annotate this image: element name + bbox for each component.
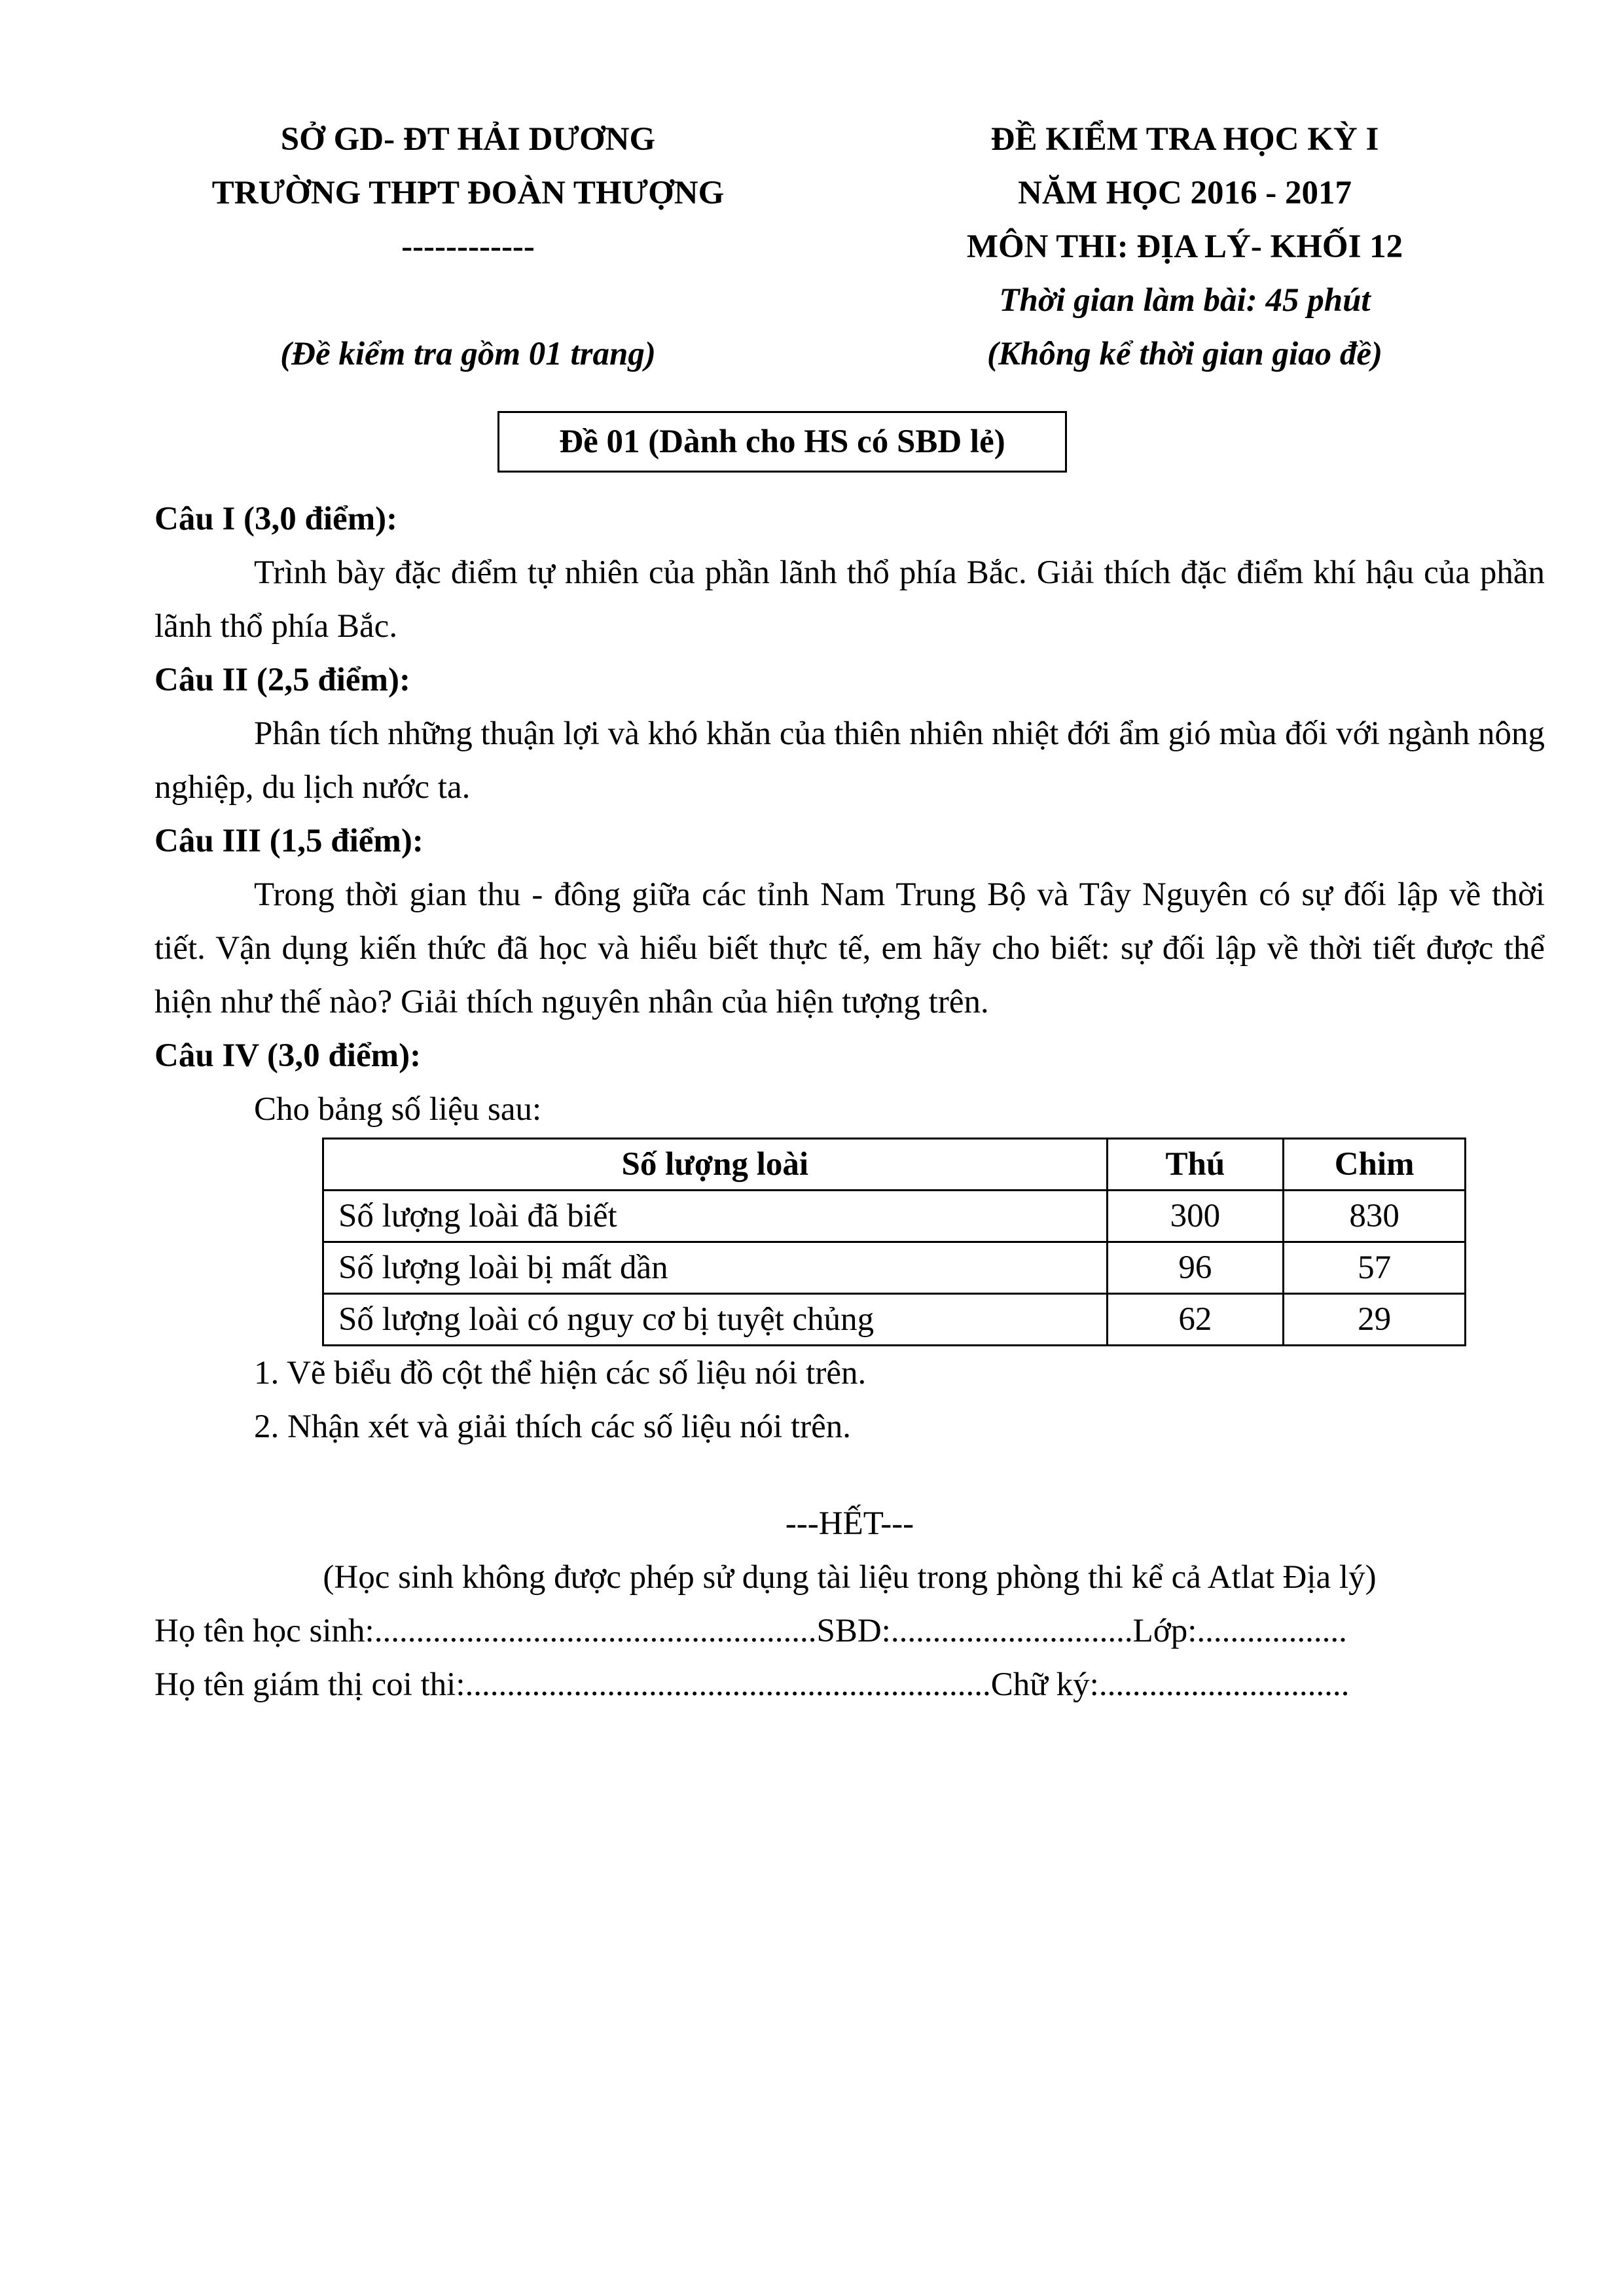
time-limit: Thời gian làm bài: 45 phút xyxy=(999,282,1371,319)
end-marker: ---HẾT--- xyxy=(785,1505,914,1542)
question-1-text: Trình bày đặc điểm tự nhiên của phần lãnh thổ phía Bắc. Giải thích đặc điểm khí hậu của phần lãnh thổ phía Bắc. xyxy=(154,554,1545,645)
table-cell-value: 830 xyxy=(1284,1191,1466,1242)
task-2: 2. Nhận xét và giải thích các số liệu nói trên. xyxy=(254,1408,852,1445)
table-row xyxy=(323,1294,1466,1346)
exam-body xyxy=(154,492,1545,1712)
student-info-line: Họ tên học sinh:.....................................................SBD:.............................Lớp:.................. xyxy=(154,1613,1347,1649)
table-cell-value: 300 xyxy=(1107,1191,1284,1242)
question-4-heading: Câu IV (3,0 điểm): xyxy=(154,1037,422,1074)
table-cell-value: 29 xyxy=(1284,1294,1466,1346)
page-count-note: (Đề kiểm tra gồm 01 trang) xyxy=(280,336,656,372)
question-2-heading: Câu II (2,5 điểm): xyxy=(154,662,410,698)
table-cell-label: Số lượng loài bị mất dần xyxy=(323,1242,1108,1294)
subject: MÔN THI: ĐỊA LÝ- KHỐI 12 xyxy=(966,228,1403,265)
table-cell-value: 96 xyxy=(1107,1242,1284,1294)
table-header-cell: Số lượng loài xyxy=(323,1139,1108,1191)
task-1: 1. Vẽ biểu đồ cột thể hiện các số liệu nói trên. xyxy=(254,1355,867,1391)
time-note: (Không kể thời gian giao đề) xyxy=(986,336,1382,372)
footer-spacer xyxy=(154,1454,1545,1497)
header-spacer xyxy=(157,274,779,327)
exam-title: ĐỀ KIỂM TRA HỌC KỲ I xyxy=(990,121,1379,158)
table-cell-value: 62 xyxy=(1107,1294,1284,1346)
table-cell-label: Số lượng loài đã biết xyxy=(323,1191,1108,1242)
question-4-intro: Cho bảng số liệu sau: xyxy=(254,1091,542,1128)
question-1-heading: Câu I (3,0 điểm): xyxy=(154,501,398,537)
table-header-row xyxy=(323,1139,1466,1191)
school-name: TRƯỜNG THPT ĐOÀN THƯỢNG xyxy=(211,175,725,211)
header-left xyxy=(157,113,779,381)
table-header-cell: Thú xyxy=(1107,1139,1284,1191)
species-table xyxy=(322,1138,1466,1346)
material-note: (Học sinh không được phép sử dụng tài liệu trong phòng thi kể cả Atlat Địa lý) xyxy=(323,1559,1377,1596)
proctor-info-line: Họ tên giám thị coi thi:...............................................................Chữ ký:.............................. xyxy=(154,1666,1350,1703)
question-3-heading: Câu III (1,5 điểm): xyxy=(154,823,424,859)
table-row xyxy=(323,1191,1466,1242)
department-name: SỞ GD- ĐT HẢI DƯƠNG xyxy=(280,121,656,158)
school-year: NĂM HỌC 2016 - 2017 xyxy=(1018,175,1352,211)
question-3-text: Trong thời gian thu - đông giữa các tỉnh Nam Trung Bộ và Tây Nguyên có sự đối lập về thời tiết. Vận dụng kiến thức đã học và hiểu biết thực tế, em hãy cho biết: sự đối lập về thời tiết được thể hiện như thế nào? Giải thích nguyên nhân của hiện tượng trên. xyxy=(154,876,1545,1020)
table-cell-value: 57 xyxy=(1284,1242,1466,1294)
question-2-text: Phân tích những thuận lợi và khó khăn của thiên nhiên nhiệt đới ẩm gió mùa đối với ngành nông nghiệp, du lịch nước ta. xyxy=(154,715,1545,806)
header-right xyxy=(871,113,1499,381)
header-divider: ------------ xyxy=(401,228,535,265)
exam-variant-box: Đề 01 (Dành cho HS có SBD lẻ) xyxy=(497,411,1067,473)
table-header-cell: Chim xyxy=(1284,1139,1466,1191)
table-row xyxy=(323,1242,1466,1294)
table-cell-label: Số lượng loài có nguy cơ bị tuyệt chủng xyxy=(323,1294,1108,1346)
